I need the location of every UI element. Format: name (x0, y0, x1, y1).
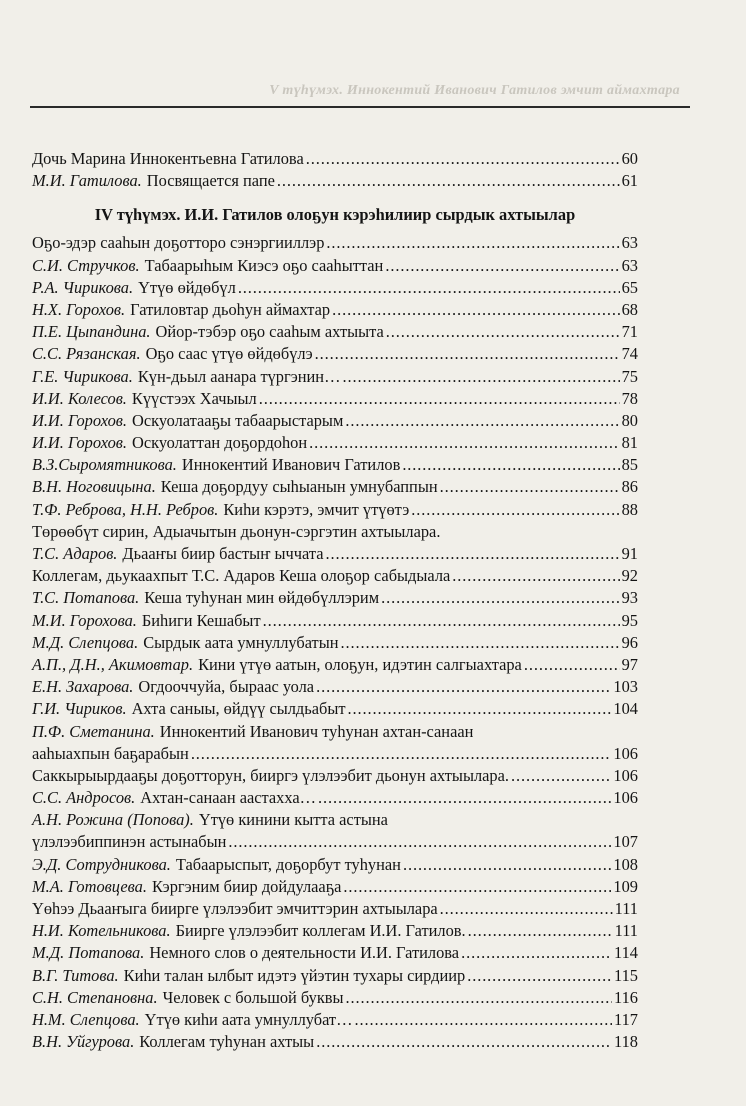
entry-author: А.Н. Рожина (Попова). (32, 810, 194, 830)
entry-title: Гатиловтар дьоһун аймахтар (130, 299, 331, 319)
entry-title: Кеша туһунан мин өйдөбүллэрим (144, 588, 380, 608)
entry-author: Г.Е. Чирикова. (32, 366, 133, 386)
entry-author: В.Н. Уйгурова. (32, 1032, 135, 1052)
entry-page-number: 106 (613, 743, 638, 763)
entry-page-number: 106 (613, 765, 638, 785)
entry-title: Табаарыһым Киэсэ оҕо сааһыттан (144, 255, 384, 275)
entry-page-number: 60 (621, 149, 638, 168)
toc-entry (32, 587, 638, 609)
toc-entry (32, 632, 638, 654)
dot-leader (342, 366, 619, 388)
dot-leader (402, 454, 619, 476)
entry-title: Күүстээх Хачыыл (131, 388, 257, 408)
dot-leader (191, 743, 612, 765)
entry-author: М.И. Гатилова. (32, 171, 142, 191)
entry-page-number: 93 (621, 588, 638, 608)
entry-page-number: 107 (613, 832, 638, 852)
toc-entry (32, 743, 638, 765)
toc-entry (32, 170, 638, 192)
toc-entry (32, 1031, 638, 1053)
entry-page-number: 61 (621, 171, 638, 191)
dot-leader (341, 632, 620, 654)
dot-leader (346, 987, 612, 1009)
entry-title: Күн-дьыл аанара түргэнин… (137, 366, 341, 386)
entry-title: Оскуолатааҕы табаарыстарым (131, 410, 344, 430)
running-header: V түһүмэх. Иннокентий Иванович Гатилов эмчит аймахтара (269, 83, 680, 98)
entry-page-number: 109 (613, 876, 638, 896)
dot-leader (326, 543, 620, 565)
entry-title: Биирге үлэлээбит коллегам И.И. Гатилов. (175, 921, 466, 941)
toc-entry (32, 388, 638, 410)
entry-title: Посвящается папе (146, 171, 275, 191)
toc-entry (32, 366, 638, 388)
entry-page-number: 88 (621, 499, 638, 519)
entry-title: Иннокентий Иванович Гатилов (181, 455, 401, 475)
dot-leader (511, 765, 611, 787)
entry-page-number: 115 (614, 965, 638, 985)
entry-title: Коллегам, дьукаахпыт Т.С. Адаров Кеша олоҕор сабыдыала (32, 566, 451, 586)
entry-author: М.Д. Слепцова. (32, 632, 139, 652)
entry-title: Иннокентий Иванович туһунан ахтан-санаан (159, 721, 474, 741)
entry-page-number: 111 (614, 921, 638, 941)
dot-leader (385, 255, 619, 277)
entry-author: Т.С. Потапова. (32, 588, 140, 608)
dot-leader (238, 277, 620, 299)
entry-author: И.И. Горохов. (32, 410, 127, 430)
entry-page-number: 74 (621, 344, 638, 364)
entry-page-number: 106 (613, 788, 638, 808)
toc-entry (32, 965, 638, 987)
dot-leader (316, 1031, 612, 1053)
entry-author: Н.М. Слепцова. (32, 1009, 140, 1029)
toc-entry (32, 876, 638, 898)
chapter-heading: IV түһүмэх. И.И. Гатилов олоҕун кэрэһилиир сырдык ахтыылар (94, 205, 576, 225)
toc-entry (32, 454, 638, 476)
entry-page-number: 92 (621, 566, 638, 586)
dot-leader (524, 654, 620, 676)
entry-author: М.А. Готовцева. (32, 876, 147, 896)
toc-chapter-section (32, 232, 638, 1053)
toc-entry (32, 942, 638, 964)
dot-leader (468, 920, 613, 942)
dot-leader (381, 587, 620, 609)
toc-entry (32, 809, 638, 831)
dot-leader (228, 831, 611, 853)
toc-entry (32, 765, 638, 787)
entry-title: Кэргэним биир дойдулааҕа (151, 876, 342, 896)
entry-title: Ахтан-санаан аастахха… (140, 788, 317, 808)
entry-page-number: 96 (621, 632, 638, 652)
entry-title: Дьааҥы биир бастыҥ ыччата (122, 544, 324, 563)
entry-author: Е.Н. Захарова. (32, 677, 134, 697)
entry-title: Ахта саныы, өйдүү сылдьабыт (131, 699, 346, 719)
toc-entry (32, 920, 638, 942)
entry-author: В.Н. Ноговицына. (32, 477, 156, 497)
entry-title: Киһи талан ылбыт идэтэ үйэтин тухары сирдиир (123, 965, 466, 985)
toc-entry (32, 610, 638, 632)
entry-title: Үтүө өйдөбүл (138, 277, 236, 297)
toc-entry (32, 698, 638, 720)
entry-page-number: 114 (614, 943, 638, 963)
toc-entry (32, 1009, 638, 1031)
entry-author: М.И. Горохова. (32, 610, 137, 630)
entry-page-number: 63 (621, 233, 638, 253)
toc-entry (32, 232, 638, 254)
toc-entry (32, 543, 638, 565)
entry-page-number: 91 (621, 544, 638, 563)
entry-title: Кини үтүө аатын, олоҕун, идэтин салгыахтара (198, 654, 522, 674)
dot-leader (259, 388, 620, 410)
entry-title: Төрөөбүт сирин, Адыачытын дьонун-сэргэтин ахтыылара. (32, 521, 441, 541)
toc-entry (32, 476, 638, 498)
entry-title: Үөһээ Дьааҥыга биирге үлэлээбит эмчиттэрин ахтыылара (32, 899, 438, 918)
entry-title: Дочь Марина Иннокентьевна Гатилова (32, 149, 304, 168)
dot-leader (440, 898, 613, 920)
entry-author: М.Д. Потапова. (32, 943, 145, 963)
toc-entry (32, 987, 638, 1009)
dot-leader (348, 698, 612, 720)
entry-page-number: 63 (621, 255, 638, 275)
table-of-contents (32, 148, 638, 1053)
entry-title: Ойор-тэбэр оҕо сааһым ахтыыта (155, 322, 384, 342)
entry-author: П.Ф. Сметанина. (32, 721, 155, 741)
entry-page-number: 81 (621, 433, 638, 453)
entry-title: Человек с большой буквы (162, 987, 344, 1007)
entry-page-number: 116 (614, 987, 638, 1007)
dot-leader (318, 787, 611, 809)
dot-leader (326, 232, 619, 254)
toc-entry (32, 432, 638, 454)
entry-page-number: 118 (614, 1032, 638, 1052)
toc-entry (32, 721, 638, 743)
toc-entry (32, 321, 638, 343)
entry-page-number: 117 (614, 1009, 638, 1029)
entry-author: Т.Ф. Реброва, Н.Н. Ребров. (32, 499, 219, 519)
entry-author: Р.А. Чирикова. (32, 277, 134, 297)
entry-page-number: 85 (621, 455, 638, 475)
dot-leader (332, 299, 619, 321)
toc-entry (32, 343, 638, 365)
entry-page-number: 71 (621, 322, 638, 342)
entry-author: Т.С. Адаров. (32, 544, 118, 563)
entry-author: И.И. Горохов. (32, 433, 127, 453)
entry-author: В.Г. Титова. (32, 965, 119, 985)
dot-leader (343, 876, 611, 898)
toc-entry (32, 521, 638, 543)
dot-leader (306, 148, 620, 170)
entry-author: С.С. Андросов. (32, 788, 136, 808)
toc-entry (32, 787, 638, 809)
dot-leader (309, 432, 619, 454)
toc-top-section (32, 148, 638, 192)
toc-entry (32, 898, 638, 920)
entry-title: Биһиги Кешабыт (141, 610, 261, 630)
entry-page-number: 65 (621, 277, 638, 297)
entry-author: Н.И. Котельникова. (32, 921, 171, 941)
dot-leader (403, 854, 611, 876)
entry-title: Оҕо саас үтүө өйдөбүлэ (145, 344, 313, 364)
dot-leader (354, 1009, 612, 1031)
dot-leader (386, 321, 620, 343)
entry-title: Үтүө киһи аата умнуллубат… (144, 1009, 353, 1029)
toc-entry (32, 499, 638, 521)
entry-page-number: 95 (621, 610, 638, 630)
entry-page-number: 108 (613, 854, 638, 874)
entry-title: Киһи кэрэтэ, эмчит үтүөтэ (223, 499, 410, 519)
dot-leader (452, 565, 619, 587)
entry-author: Э.Д. Сотрудникова. (32, 854, 171, 874)
entry-title: Огдооччуйа, быраас уола (138, 677, 315, 697)
dot-leader (461, 942, 612, 964)
entry-author: В.З.Сыромятникова. (32, 455, 177, 475)
dot-leader (411, 499, 619, 521)
entry-page-number: 68 (621, 299, 638, 319)
toc-entry (32, 676, 638, 698)
entry-title: ааһыахпын баҕарабын (32, 743, 189, 763)
dot-leader (315, 343, 620, 365)
dot-leader (277, 170, 620, 192)
entry-title: Саккырыырдааҕы доҕотторун, бииргэ үлэлээбит дьонун ахтыылара. (32, 765, 509, 785)
entry-title: Коллегам туһунан ахтыы (139, 1032, 315, 1052)
entry-title: Үтүө кинини кытта астына (198, 810, 388, 830)
entry-author: Г.И. Чириков. (32, 699, 127, 719)
entry-page-number: 78 (621, 388, 638, 408)
entry-title: Оҕо-эдэр сааһын доҕотторо сэнэргииллэр (32, 233, 325, 253)
header-rule (30, 106, 690, 108)
entry-title: Сырдык аата умнуллубатын (143, 632, 339, 652)
entry-title: Немного слов о деятельности И.И. Гатилова (149, 943, 460, 963)
entry-page-number: 86 (621, 477, 638, 497)
entry-page-number: 103 (613, 677, 638, 697)
entry-author: П.Е. Цыпандина. (32, 322, 151, 342)
toc-entry (32, 565, 638, 587)
entry-author: С.С. Рязанская. (32, 344, 141, 364)
entry-author: Н.Х. Горохов. (32, 299, 126, 319)
entry-title: Кеша доҕордуу сыһыанын умнубаппын (160, 477, 438, 497)
entry-page-number: 75 (621, 366, 638, 386)
toc-entry (32, 854, 638, 876)
entry-title: үлэлээбиппинэн астынабын (32, 832, 227, 852)
entry-author: С.Н. Степановна. (32, 987, 158, 1007)
entry-page-number: 80 (621, 410, 638, 430)
entry-author: И.И. Колесов. (32, 388, 127, 408)
dot-leader (440, 476, 620, 498)
dot-leader (263, 610, 620, 632)
entry-author: А.П., Д.Н., Акимовтар. (32, 654, 194, 674)
toc-entry (32, 148, 638, 170)
dot-leader (345, 410, 619, 432)
toc-entry (32, 299, 638, 321)
toc-entry (32, 654, 638, 676)
toc-entry (32, 410, 638, 432)
entry-title: Табаарыспыт, доҕорбут туһунан (175, 854, 401, 874)
dot-leader (467, 965, 612, 987)
entry-author: С.И. Стручков. (32, 255, 140, 275)
entry-page-number: 97 (621, 654, 638, 674)
entry-page-number: 111 (614, 899, 638, 918)
toc-entry (32, 831, 638, 853)
entry-title: Оскуолаттан доҕордоһон (131, 433, 308, 453)
entry-page-number: 104 (613, 699, 638, 719)
toc-entry (32, 277, 638, 299)
dot-leader (316, 676, 611, 698)
toc-entry (32, 255, 638, 277)
